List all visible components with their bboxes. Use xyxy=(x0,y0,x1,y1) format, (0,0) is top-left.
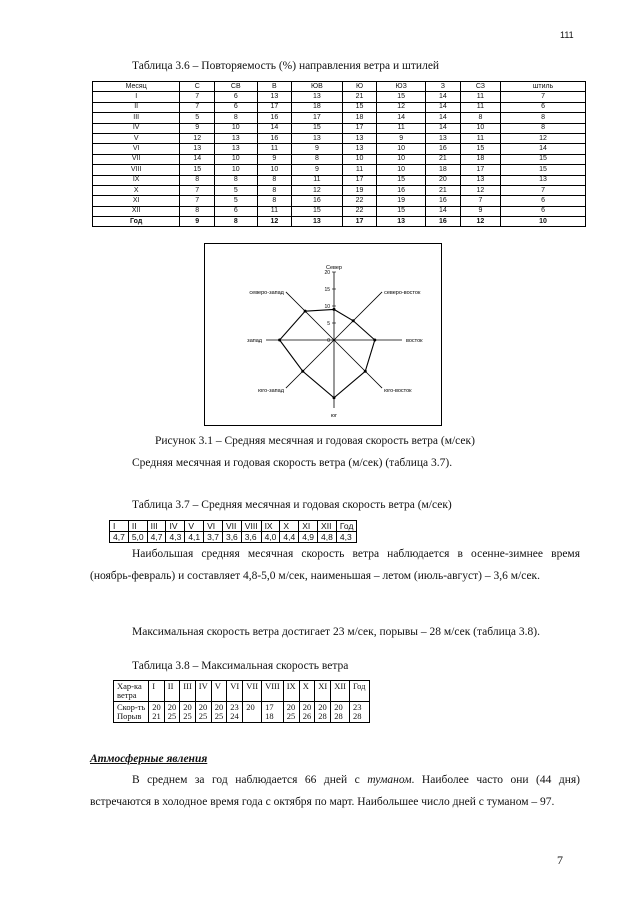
table-cell: 12 xyxy=(460,185,500,195)
table-cell: 13 xyxy=(257,92,292,102)
table-cell: 12 xyxy=(257,217,292,227)
table-cell: 9 xyxy=(180,217,215,227)
table-cell: 17 xyxy=(342,123,377,133)
paragraph-wind-speed: Наибольшая средняя месячная скорость ветра наблюдается в осенне-зимнее время (ноябрь-февраль) и составляет 4,8-5,0 м/сек, наименьшая – летом (июль-август) – 3,6 м/сек. xyxy=(90,548,580,582)
gust-value: 24 xyxy=(230,711,239,721)
table-cell: 8 xyxy=(257,175,292,185)
table-cell: 11 xyxy=(460,133,500,143)
table-cell: 3,6 xyxy=(241,532,261,543)
data-point xyxy=(304,310,307,313)
column-header: Хар-ка ветра xyxy=(114,681,149,702)
table-cell: VII xyxy=(93,154,180,164)
table-cell: 4,9 xyxy=(299,532,318,543)
table-cell: 5 xyxy=(180,113,215,123)
data-point xyxy=(364,370,367,373)
table-cell: 10 xyxy=(377,154,426,164)
table-3-8-caption: Таблица 3.8 – Максимальная скорость ветра xyxy=(132,660,349,672)
table-cell: 16 xyxy=(426,217,461,227)
column-header: VIII xyxy=(262,681,284,702)
table-cell: 16 xyxy=(257,133,292,143)
table-cell: 21 xyxy=(426,185,461,195)
table-cell: 8 xyxy=(257,196,292,206)
table-cell: 6 xyxy=(215,102,257,112)
table-cell: 8 xyxy=(215,175,257,185)
gust-value: 28 xyxy=(334,711,343,721)
column-header: XI xyxy=(315,681,331,702)
table-3-7-caption: Таблица 3.7 – Средняя месячная и годовая скорость ветра (м/сек) xyxy=(132,499,452,511)
table-row xyxy=(110,532,357,543)
table-cell: 13 xyxy=(215,133,257,143)
direction-label: юго-восток xyxy=(384,388,412,395)
table-cell: II xyxy=(93,102,180,112)
column-header: С xyxy=(180,82,215,92)
direction-label: запад xyxy=(247,338,262,344)
speed-value: 20 xyxy=(318,702,327,712)
wind-rose-figure xyxy=(204,243,442,426)
table-row xyxy=(93,144,586,154)
axis-line xyxy=(286,340,334,388)
table-cell: 9 xyxy=(292,144,342,154)
table-cell: 21 xyxy=(426,154,461,164)
speed-value: 20 xyxy=(214,702,224,712)
gust-value: 25 xyxy=(183,711,192,721)
table-cell: 14 xyxy=(180,154,215,164)
axis-line xyxy=(286,292,334,340)
table-cell xyxy=(283,702,299,723)
table-cell: V xyxy=(93,133,180,143)
table-cell: 13 xyxy=(342,144,377,154)
table-cell: 22 xyxy=(342,196,377,206)
table-cell: 8 xyxy=(257,185,292,195)
table-cell: 8 xyxy=(180,175,215,185)
table-row xyxy=(93,165,586,175)
page-number-bottom: 7 xyxy=(557,853,563,867)
speed-value: 20 xyxy=(152,702,161,712)
column-header: VII xyxy=(222,521,241,532)
table-row xyxy=(93,123,586,133)
table-cell: 8 xyxy=(501,113,586,123)
column-header: В xyxy=(257,82,292,92)
table-cell: 15 xyxy=(292,206,342,216)
table-cell: 5 xyxy=(215,196,257,206)
gust-value: 28 xyxy=(353,711,362,721)
gust-value: 25 xyxy=(214,711,224,721)
table-cell: 22 xyxy=(342,206,377,216)
column-header: XI xyxy=(299,521,318,532)
table-cell: 16 xyxy=(426,144,461,154)
table-cell: 16 xyxy=(257,113,292,123)
speed-value: 20 xyxy=(302,702,312,712)
table-cell: 14 xyxy=(257,123,292,133)
gust-value: 28 xyxy=(318,711,327,721)
table-cell: 14 xyxy=(426,206,461,216)
table-cell xyxy=(315,702,331,723)
column-header: СВ xyxy=(215,82,257,92)
tick-label: 20 xyxy=(324,270,330,276)
table-row xyxy=(93,175,586,185)
table-cell: 10 xyxy=(377,144,426,154)
column-header: IX xyxy=(283,681,299,702)
table-cell: 16 xyxy=(377,185,426,195)
column-header: Год xyxy=(350,681,370,702)
table-cell: 18 xyxy=(342,113,377,123)
table-cell: 4,0 xyxy=(261,532,280,543)
table-cell: 15 xyxy=(292,123,342,133)
table-cell: 6 xyxy=(215,92,257,102)
table-cell xyxy=(211,702,227,723)
column-header: IV xyxy=(195,681,211,702)
table-cell: 12 xyxy=(501,133,586,143)
table-cell: 18 xyxy=(426,165,461,175)
data-point xyxy=(373,339,376,342)
column-header: IX xyxy=(261,521,280,532)
table-cell: 16 xyxy=(426,196,461,206)
table-cell: 7 xyxy=(460,196,500,206)
column-header: II xyxy=(164,681,180,702)
table-cell: 10 xyxy=(501,217,586,227)
column-header: XII xyxy=(318,521,337,532)
fog-text-part-2: . Наиболее часто они (44 дня) встречаются в холодное время года с октября по март. Наибольшее число дней с туманом – 97. xyxy=(90,774,580,808)
table-cell: 9 xyxy=(180,123,215,133)
direction-label: северо-восток xyxy=(384,289,421,296)
column-header: I xyxy=(110,521,129,532)
table-cell xyxy=(299,702,315,723)
gust-value: 25 xyxy=(286,711,296,721)
column-header: Год xyxy=(336,521,357,532)
table-cell: 10 xyxy=(215,165,257,175)
table-cell xyxy=(180,702,196,723)
table-cell: 6 xyxy=(501,196,586,206)
table-cell: 18 xyxy=(460,154,500,164)
table-cell: 11 xyxy=(460,102,500,112)
row-label: Порыв xyxy=(117,711,142,721)
table-cell xyxy=(262,702,284,723)
column-header: СЗ xyxy=(460,82,500,92)
column-header: V xyxy=(211,681,227,702)
table-3-7 xyxy=(109,520,357,543)
table-row xyxy=(114,702,370,723)
table-cell: 5 xyxy=(215,185,257,195)
table-cell: 9 xyxy=(292,165,342,175)
gust-value: 18 xyxy=(265,711,274,721)
table-row xyxy=(93,102,586,112)
table-3-6-caption: Таблица 3.6 – Повторяемость (%) направления ветра и штилей xyxy=(132,60,440,72)
table-cell xyxy=(243,702,262,723)
speed-value: 20 xyxy=(167,702,177,712)
table-cell: 13 xyxy=(377,217,426,227)
page-number-top: 111 xyxy=(560,30,574,40)
table-cell: 4,7 xyxy=(147,532,166,543)
table-cell: 21 xyxy=(342,92,377,102)
table-cell: 7 xyxy=(180,185,215,195)
table-cell: 7 xyxy=(180,102,215,112)
direction-label: юг xyxy=(330,413,338,419)
table-cell: IX xyxy=(93,175,180,185)
table-cell: 4,8 xyxy=(318,532,337,543)
table-cell xyxy=(164,702,180,723)
table-cell: 7 xyxy=(501,185,586,195)
table-cell: 8 xyxy=(215,217,257,227)
table-cell: 6 xyxy=(501,102,586,112)
column-header: ЮЗ xyxy=(377,82,426,92)
direction-label: восток xyxy=(406,338,423,344)
column-header: II xyxy=(128,521,147,532)
table-cell: 15 xyxy=(377,175,426,185)
table-cell: 16 xyxy=(292,196,342,206)
speed-value: 23 xyxy=(230,702,239,712)
column-header: X xyxy=(280,521,299,532)
gust-value: 25 xyxy=(167,711,177,721)
table-cell xyxy=(149,702,165,723)
table-cell: 17 xyxy=(257,102,292,112)
table-cell: 6 xyxy=(501,206,586,216)
table-cell: Год xyxy=(93,217,180,227)
tick-label: 0 xyxy=(327,338,330,344)
column-header: I xyxy=(149,681,165,702)
table-cell: 14 xyxy=(426,102,461,112)
column-header: ЮВ xyxy=(292,82,342,92)
column-header: VIII xyxy=(241,521,261,532)
column-header: III xyxy=(180,681,196,702)
table-cell: 14 xyxy=(426,123,461,133)
table-cell: 7 xyxy=(180,92,215,102)
table-cell: 10 xyxy=(377,165,426,175)
table-row xyxy=(93,92,586,102)
table-row xyxy=(93,154,586,164)
table-cell: 19 xyxy=(342,185,377,195)
table-cell: 10 xyxy=(460,123,500,133)
table-cell xyxy=(350,702,370,723)
column-header: III xyxy=(147,521,166,532)
table-cell: 4,3 xyxy=(336,532,357,543)
speed-value: 20 xyxy=(246,702,255,712)
table-cell: 3,6 xyxy=(222,532,241,543)
table-cell: 20 xyxy=(426,175,461,185)
table-cell: 10 xyxy=(257,165,292,175)
table-row xyxy=(93,133,586,143)
column-header: штиль xyxy=(501,82,586,92)
table-cell: 8 xyxy=(460,113,500,123)
gust-value: 21 xyxy=(152,711,161,721)
table-3-6 xyxy=(92,81,586,227)
table-cell: III xyxy=(93,113,180,123)
axis-line xyxy=(334,340,382,388)
table-cell: 13 xyxy=(292,92,342,102)
table-header-row xyxy=(93,82,586,92)
data-point xyxy=(333,308,336,311)
table-cell: 8 xyxy=(215,113,257,123)
table-cell: 9 xyxy=(460,206,500,216)
table-cell: 14 xyxy=(426,113,461,123)
table-cell: 11 xyxy=(342,165,377,175)
table-row xyxy=(93,206,586,216)
table-cell: 5,0 xyxy=(128,532,147,543)
fog-text-italic: туманом xyxy=(367,774,412,786)
speed-value: 20 xyxy=(198,702,208,712)
table-cell: 12 xyxy=(292,185,342,195)
table-cell: 19 xyxy=(377,196,426,206)
speed-value: 17 xyxy=(265,702,274,712)
tick-label: 10 xyxy=(324,304,330,310)
table-cell: 4,1 xyxy=(185,532,204,543)
table-cell: 13 xyxy=(426,133,461,143)
section-heading: Атмосферные явления xyxy=(90,753,208,765)
speed-value: 20 xyxy=(334,702,343,712)
table-row xyxy=(93,185,586,195)
table-cell: 13 xyxy=(180,144,215,154)
table-cell: 15 xyxy=(501,165,586,175)
table-cell: 7 xyxy=(180,196,215,206)
table-cell: 13 xyxy=(342,133,377,143)
data-point xyxy=(352,319,355,322)
column-header: XII xyxy=(331,681,350,702)
table-cell: 13 xyxy=(460,175,500,185)
column-header: X xyxy=(299,681,315,702)
table-cell: 6 xyxy=(215,206,257,216)
data-point xyxy=(333,396,336,399)
table-cell: 14 xyxy=(426,92,461,102)
table-cell: 12 xyxy=(377,102,426,112)
table-cell: 13 xyxy=(292,133,342,143)
table-cell: 10 xyxy=(342,154,377,164)
column-header: V xyxy=(185,521,204,532)
fog-text-part-1: В среднем за год наблюдается 66 дней с xyxy=(132,774,368,786)
table-cell: 11 xyxy=(377,123,426,133)
table-cell: 17 xyxy=(460,165,500,175)
table-cell: 13 xyxy=(292,217,342,227)
table-cell: 4,3 xyxy=(166,532,185,543)
paragraph-max-speed: Максимальная скорость ветра достигает 23 м/сек, порывы – 28 м/сек (таблица 3.8). xyxy=(132,626,540,638)
speed-value: 23 xyxy=(353,702,362,712)
table-row xyxy=(93,196,586,206)
table-cell: 15 xyxy=(377,206,426,216)
table-cell: 13 xyxy=(215,144,257,154)
column-header: Ю xyxy=(342,82,377,92)
table-cell: 11 xyxy=(257,206,292,216)
table-cell xyxy=(331,702,350,723)
table-cell: I xyxy=(93,92,180,102)
table-cell: 11 xyxy=(257,144,292,154)
table-header-row xyxy=(114,681,370,702)
table-cell: 15 xyxy=(342,102,377,112)
table-cell: 8 xyxy=(180,206,215,216)
direction-label: Север xyxy=(325,265,343,271)
table-cell: 12 xyxy=(460,217,500,227)
column-header: Месяц xyxy=(93,82,180,92)
data-point xyxy=(301,370,304,373)
table-cell: 17 xyxy=(342,175,377,185)
tick-label: 5 xyxy=(327,321,330,327)
table-cell: 9 xyxy=(257,154,292,164)
table-cell: XII xyxy=(93,206,180,216)
direction-label: юго-запад xyxy=(258,388,284,395)
wind-rose-chart xyxy=(205,244,441,425)
table-cell: 4,4 xyxy=(280,532,299,543)
figure-reference-text: Средняя месячная и годовая скорость ветра (м/сек) (таблица 3.7). xyxy=(132,457,453,469)
gust-value: 26 xyxy=(302,711,312,721)
data-point xyxy=(278,339,281,342)
table-cell: 18 xyxy=(292,102,342,112)
table-cell: 15 xyxy=(501,154,586,164)
row-label: Скор-ть xyxy=(117,702,146,712)
table-cell: 17 xyxy=(292,113,342,123)
table-cell: 7 xyxy=(501,92,586,102)
table-cell: 4,7 xyxy=(110,532,129,543)
table-cell: VI xyxy=(93,144,180,154)
table-cell: 15 xyxy=(460,144,500,154)
axis-line xyxy=(334,292,382,340)
table-cell: 15 xyxy=(377,92,426,102)
column-header: IV xyxy=(166,521,185,532)
table-cell: 3,7 xyxy=(204,532,223,543)
table-cell xyxy=(227,702,243,723)
table-cell: IV xyxy=(93,123,180,133)
column-header: VI xyxy=(204,521,223,532)
table-cell: 8 xyxy=(501,123,586,133)
speed-value: 20 xyxy=(183,702,192,712)
paragraph-fog xyxy=(90,769,580,813)
speed-value: 20 xyxy=(286,702,296,712)
table-cell: XI xyxy=(93,196,180,206)
table-cell: 8 xyxy=(292,154,342,164)
table-row xyxy=(93,113,586,123)
table-cell: 13 xyxy=(501,175,586,185)
table-cell: 15 xyxy=(180,165,215,175)
column-header: VI xyxy=(227,681,243,702)
table-cell: 14 xyxy=(501,144,586,154)
table-cell: VIII xyxy=(93,165,180,175)
table-cell: 10 xyxy=(215,154,257,164)
table-cell: 12 xyxy=(180,133,215,143)
figure-3-1-caption: Рисунок 3.1 – Средняя месячная и годовая скорость ветра (м/сек) xyxy=(155,435,475,447)
column-header: VII xyxy=(243,681,262,702)
table-cell: 11 xyxy=(292,175,342,185)
table-cell: 17 xyxy=(342,217,377,227)
table-row xyxy=(93,217,586,227)
table-header-row xyxy=(110,521,357,532)
table-cell: 9 xyxy=(377,133,426,143)
column-header: З xyxy=(426,82,461,92)
row-labels-cell xyxy=(114,702,149,723)
table-cell: 14 xyxy=(377,113,426,123)
table-cell: X xyxy=(93,185,180,195)
table-cell: 10 xyxy=(215,123,257,133)
direction-label: северо-запад xyxy=(249,289,284,296)
table-cell: 11 xyxy=(460,92,500,102)
gust-value: 25 xyxy=(198,711,208,721)
table-3-8 xyxy=(113,680,370,723)
tick-label: 15 xyxy=(324,287,330,293)
table-cell xyxy=(195,702,211,723)
